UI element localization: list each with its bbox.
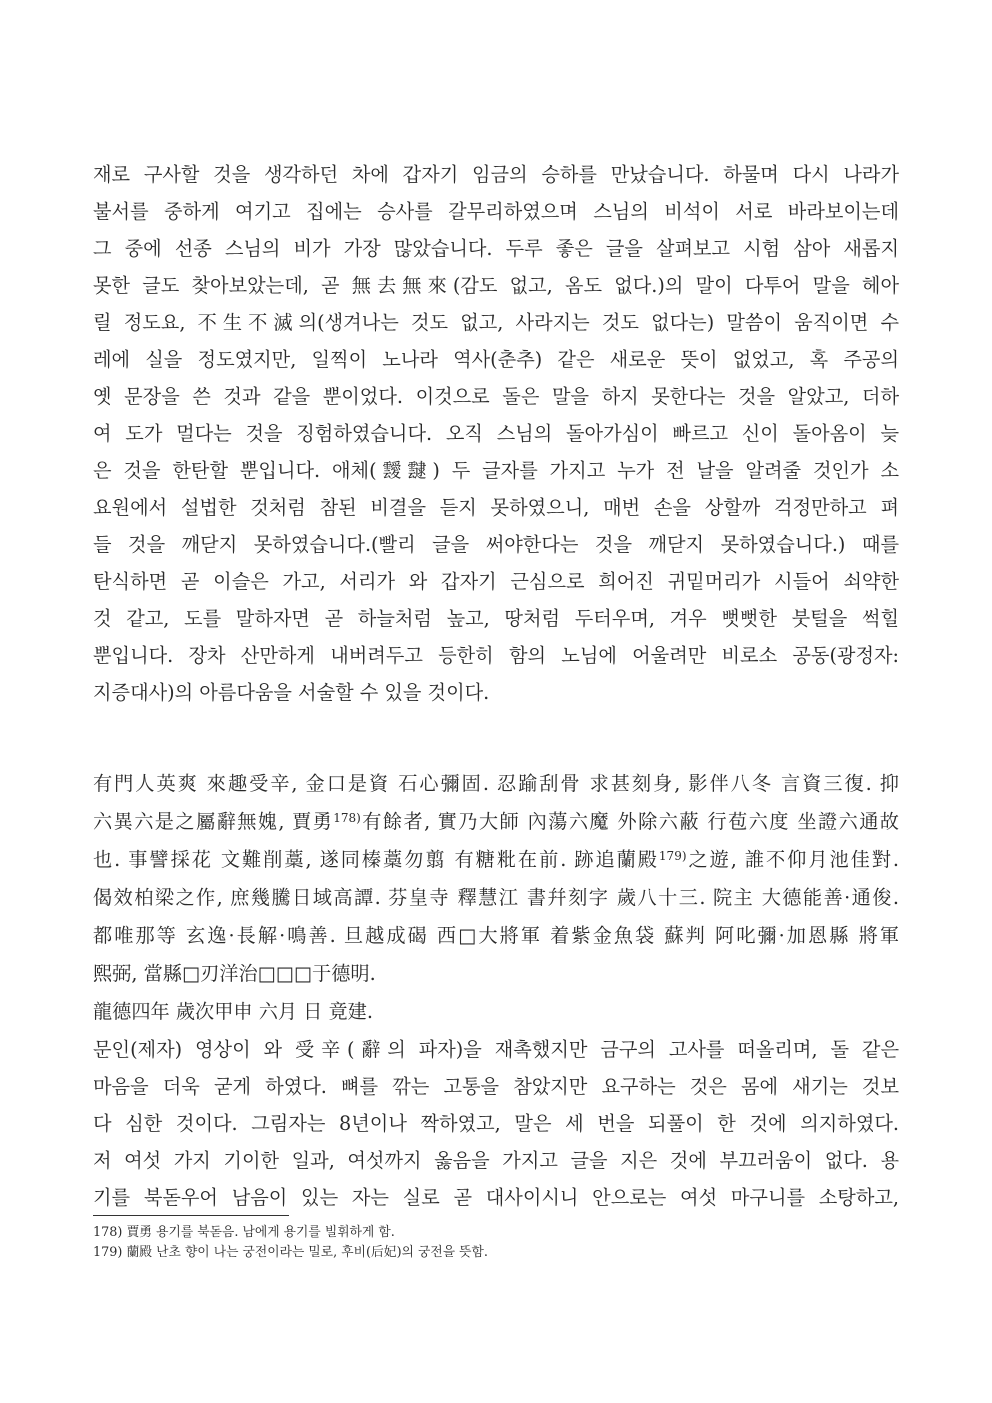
footnote-divider bbox=[93, 1215, 289, 1216]
footnote-ref-179: 179) bbox=[658, 849, 687, 863]
text-line: 불서를 중하게 여기고 집에는 승사를 갈무리하였으며 스님의 비석이 서로 바라보이는데 bbox=[93, 200, 899, 223]
footnote-ref-178: 178) bbox=[333, 811, 361, 825]
text-line: 그 중에 선종 스님의 비가 가장 많았습니다. 두루 좋은 글을 살펴보고 시험 삼아 새롭지 bbox=[93, 237, 899, 260]
footnote-179: 179) 蘭殿 난초 향이 나는 궁전이라는 밀로, 후비(后妃)의 궁전을 뜻함. bbox=[93, 1245, 488, 1260]
text-line: 릴 정도요, 不生不滅의(생겨나는 것도 없고, 사라지는 것도 없다는) 말씀이 움직이면 수 bbox=[93, 311, 899, 334]
text-line: 들 것을 깨닫지 못하였습니다.(빨리 글을 써야한다는 것을 깨닫지 못하였습니다.) 때를 bbox=[93, 533, 899, 556]
text-line: 지증대사)의 아름다움을 서술할 수 있을 것이다. bbox=[93, 681, 490, 704]
text-line: 은 것을 한탄할 뿐입니다. 애체(靉靆) 두 글자를 가지고 누가 전 날을 알려줄 것인가 소 bbox=[93, 459, 899, 482]
text-line: 요원에서 설법한 것처럼 참된 비결을 듣지 못하였으니, 매번 손을 상할까 걱정만하고 펴 bbox=[93, 496, 899, 519]
text-line: 다 심한 것이다. 그림자는 8년이나 짝하였고, 말은 세 번을 되풀이 한 것에 의지하였다. bbox=[93, 1112, 899, 1135]
text-line: 재로 구사할 것을 생각하던 차에 갑자기 임금의 승하를 만났습니다. 하물며 다시 나라가 bbox=[93, 163, 899, 186]
text-line: 문인(제자) 영상이 와 受辛(辭의 파자)을 재촉했지만 금구의 고사를 떠올리며, 돌 같은 bbox=[93, 1038, 899, 1061]
text-line: 뿐입니다. 장차 산만하게 내버려두고 등한히 함의 노님에 어울려만 비로소 공동(광정자: bbox=[93, 644, 899, 667]
inscription-line: 熙弼, 當縣□刃洋治□□□于德明. bbox=[93, 962, 376, 985]
inscription-date-line: 龍德四年 歲次甲申 六月 日 竟建. bbox=[93, 1000, 373, 1023]
inscription-line: 偈效柏梁之作, 庶幾騰日域高譚. 芬皇寺 釋慧江 書幷刻字 歲八十三. 院主 大德能善·通俊. bbox=[93, 886, 899, 909]
inscription-line: 六異六是之屬辭無媿, 賈勇$^{178)}$有餘者, 實乃大師 內蕩六魔 外除六蔽 行苞六度 坐證六通故 bbox=[93, 810, 899, 833]
text-line: 옛 문장을 쓴 것과 같을 뿐이었다. 이것으로 돌은 말을 하지 못한다는 것을 알았고, 더하 bbox=[93, 385, 899, 408]
text-line: 여 도가 멀다는 것을 징험하였습니다. 오직 스님의 돌아가심이 빠르고 신이 돌아옴이 늦 bbox=[93, 422, 899, 445]
text-line: 마음을 더욱 굳게 하였다. 뼈를 깎는 고통을 참았지만 요구하는 것은 몸에 새기는 것보 bbox=[93, 1075, 899, 1098]
footnote-178: 178) 賈勇 용기를 북돋음. 남에게 용기를 빌휘하게 함. bbox=[93, 1225, 395, 1240]
text-line: 기를 북돋우어 남음이 있는 자는 실로 곧 대사이시니 안으로는 여섯 마구니를 소탕하고, bbox=[93, 1186, 899, 1209]
text-line: 것 같고, 도를 말하자면 곧 하늘처럼 높고, 땅처럼 두터우며, 겨우 뻣뻣한 붓털을 썩힐 bbox=[93, 607, 899, 630]
inscription-line: 也. 事譬採花 文難削藁, 遂同榛藁勿翦 有糖粃在前. 跡追蘭殿$^{179)}$之遊, 誰不仰月池佳對. bbox=[93, 848, 899, 871]
text-line: 못한 글도 찾아보았는데, 곧 無去無來(감도 없고, 옴도 없다.)의 말이 다투어 말을 헤아 bbox=[93, 274, 899, 297]
inscription-line: 有門人英爽 來趣受辛, 金口是資 石心彌固. 忍踰刮骨 求甚刻身, 影伴八冬 言資三復. 抑 bbox=[93, 772, 899, 795]
inscription-line: 都唯那等 玄逸·長解·鳴善. 旦越成碣 西□大將軍 着紫金魚袋 蘇判 阿叱彌·加恩縣 將軍 bbox=[93, 924, 899, 947]
text-line: 탄식하면 곧 이슬은 가고, 서리가 와 갑자기 근심으로 희어진 귀밑머리가 시들어 쇠약한 bbox=[93, 570, 899, 593]
text-line: 저 여섯 가지 기이한 일과, 여섯까지 옳음을 가지고 글을 지은 것에 부끄러움이 없다. 용 bbox=[93, 1149, 899, 1172]
text-line: 레에 실을 정도였지만, 일찍이 노나라 역사(춘추) 같은 새로운 뜻이 없었고, 혹 주공의 bbox=[93, 348, 899, 371]
